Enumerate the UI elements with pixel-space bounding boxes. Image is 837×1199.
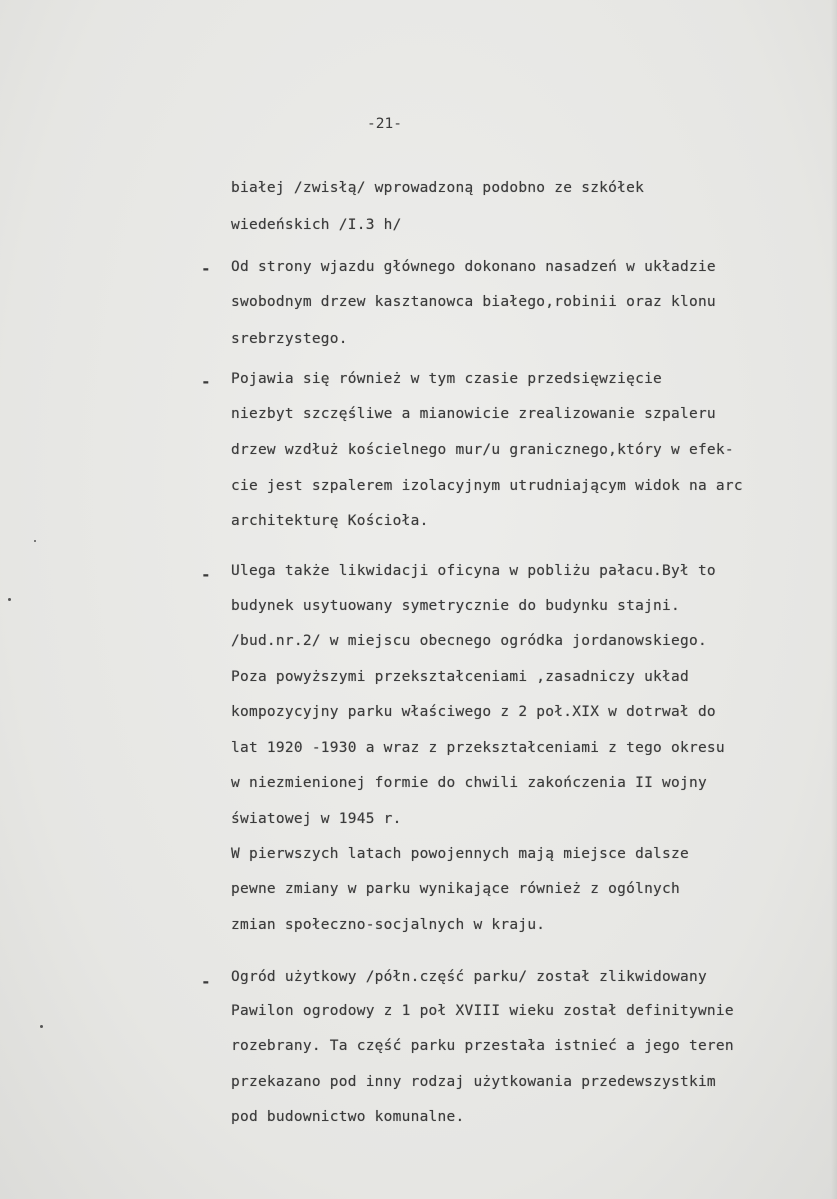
text-line: Pojawia się również w tym czasie przedsięwzięcie (231, 371, 663, 387)
text-line: białej /zwisłą/ wprowadzoną podobno ze szkółek (231, 180, 645, 196)
text-line: niezbyt szczęśliwe a mianowicie zrealizowanie szpaleru (231, 406, 716, 422)
text-line: /bud.nr.2/ w miejscu obecnego ogródka jordanowskiego. (231, 633, 707, 649)
text-line: kompozycyjny parku właściwego z 2 poł.XIX w dotrwał do (231, 704, 716, 720)
text-line: przekazano pod inny rodzaj użytkowania przedewszystkim (231, 1074, 716, 1090)
text-line: pewne zmiany w parku wynikające również z ogólnych (231, 881, 680, 897)
text-line: zmian społeczno-socjalnych w kraju. (231, 917, 546, 933)
text-line: srebrzystego. (231, 331, 348, 347)
scan-speck (34, 540, 36, 542)
text-line: Od strony wjazdu głównego dokonano nasadzeń w układzie (231, 259, 716, 275)
text-line: W pierwszych latach powojennych mają miejsce dalsze (231, 846, 689, 862)
bullet-dash: - (201, 972, 211, 991)
bullet-dash: - (201, 259, 211, 278)
text-line: Ogród użytkowy /półn.część parku/ został zlikwidowany (231, 969, 707, 985)
text-line: budynek usytuowany symetrycznie do budynku stajni. (231, 598, 680, 614)
text-line: architekturę Kościoła. (231, 513, 429, 529)
text-line: pod budownictwo komunalne. (231, 1109, 465, 1125)
text-line: wiedeńskich /I.3 h/ (231, 217, 402, 233)
bullet-dash: - (201, 565, 211, 584)
text-line: rozebrany. Ta część parku przestała istnieć a jego teren (231, 1038, 734, 1054)
bullet-dash: - (201, 372, 211, 391)
text-line: cie jest szpalerem izolacyjnym utrudniającym widok na arc (231, 478, 743, 494)
page-edge-shadow (831, 0, 837, 1199)
text-line: swobodnym drzew kasztanowca białego,robinii oraz klonu (231, 294, 716, 310)
text-line: drzew wzdłuż kościelnego mur/u granicznego,który w efek- (231, 442, 734, 458)
text-line: w niezmienionej formie do chwili zakończenia II wojny (231, 775, 707, 791)
text-line: lat 1920 -1930 a wraz z przekształceniami z tego okresu (231, 740, 725, 756)
text-line: Pawilon ogrodowy z 1 poł XVIII wieku został definitywnie (231, 1003, 734, 1019)
page-number: -21- (367, 116, 402, 132)
scan-speck (8, 598, 11, 601)
text-line: światowej w 1945 r. (231, 811, 402, 827)
text-line: Ulega także likwidacji oficyna w pobliżu pałacu.Był to (231, 563, 716, 579)
scan-speck (40, 1025, 43, 1028)
text-line: Poza powyższymi przekształceniami ,zasadniczy układ (231, 669, 689, 685)
